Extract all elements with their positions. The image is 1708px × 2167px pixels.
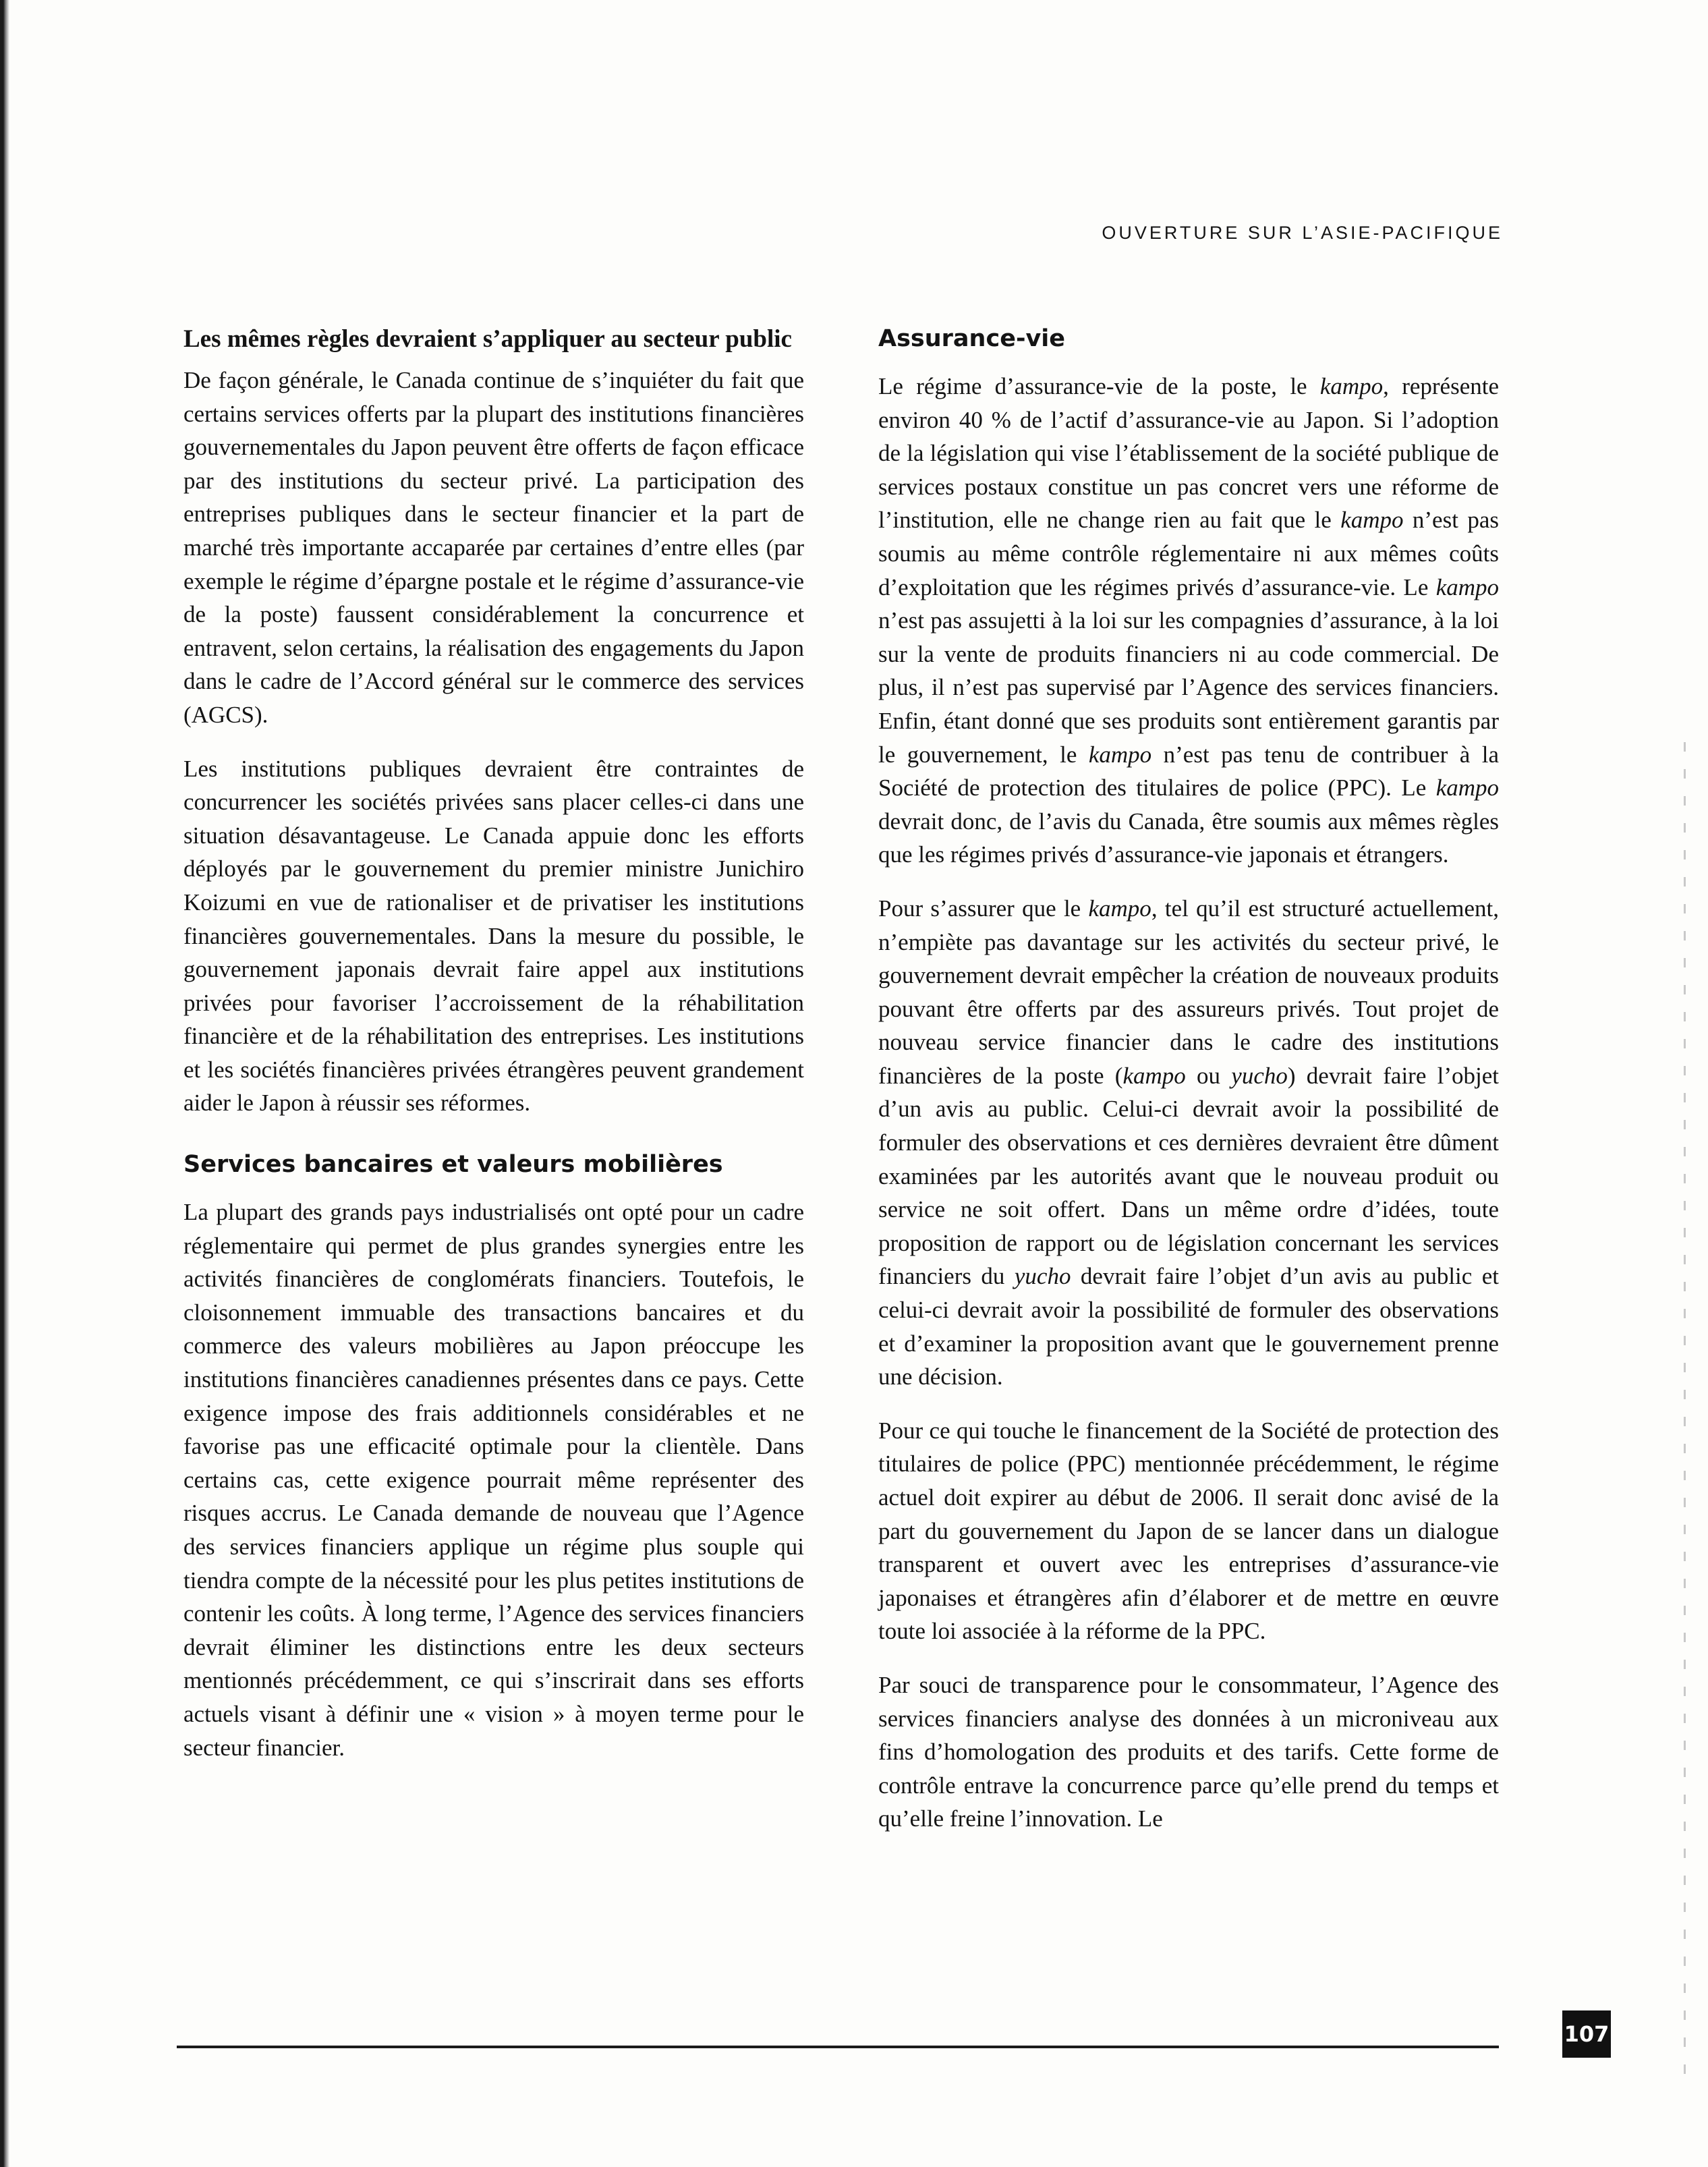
italic-term: yucho <box>1014 1263 1071 1290</box>
footer-rule <box>177 2046 1499 2048</box>
binding-edge <box>0 0 9 2167</box>
paragraph: La plupart des grands pays industrialisés ont opté pour un cadre réglementaire qui permet de plus grandes synergies entre les activités financières de conglomérats financiers. Toutefois, le cloisonnement immuable des transactions bancaires et du commerce des valeurs mobilières au Japon préoccupe les institutions financières canadiennes présentes dans ce pays. Cette exigence impose des frais additionnels considérables et ne favorise pas une efficacité optimale pour la clientèle. Dans certains cas, cette exigence pourrait même représenter des risques accrus. Le Canada demande de nouveau que l’Agence des services financiers applique un régime plus souple qui tiendra compte de la nécessité pour les plus petites institutions de contenir les coûts. À long terme, l’Agence des services financiers devrait éliminer les distinctions entre les deux secteurs mentionnés précédemment, ce qui s’inscrirait dans ses efforts actuels visant à définir une « vision » à moyen terme pour le secteur financier. <box>183 1199 804 1761</box>
italic-term: yucho <box>1231 1062 1288 1089</box>
paragraph: Pour ce qui touche le financement de la Société de protection des titulaires de police (PPC) mentionnée précédemment, le régime actuel doit expirer au début de 2006. Il serait donc avisé de la part du gouvernement du Japon de se lancer dans un dialogue transparent et ouvert avec les entreprises d’assurance-vie japonaises et étrangères afin d’élaborer et de mettre en œuvre toute loi associée à la réforme de la PPC. <box>878 1417 1499 1645</box>
page-edge-marks <box>1684 742 1686 2091</box>
paragraph: Pour s’assurer que le kampo, tel qu’il est structuré actuellement, n’empiète pas davantage sur les activités du secteur privé, le gouvernement devrait empêcher la création de nouveaux produits pouvant être offerts par des assureurs privés. Tout projet de nouveau service financier dans le cadre des institutions financières de la poste (kampo ou yucho) devrait faire l’objet d’un avis au public. Celui-ci devrait avoir la possibilité de formuler des observations et ces dernières devraient être dûment examinées par les autorités avant que le nouveau produit ou service ne soit offert. Dans un même ordre d’idées, toute proposition de rapport ou de législation concernant les services financiers du yucho devrait faire l’objet d’un avis au public et celui-ci devrait avoir la possibilité de formuler des observations et d’examiner la proposition avant que le gouvernement prenne une décision. <box>878 895 1500 1390</box>
section-heading-life-insurance: Assurance-vie <box>878 325 1066 352</box>
paragraph: Le régime d’assurance-vie de la poste, le kampo, représente environ 40 % de l’actif d’assurance-vie au Japon. Si l’adoption de la législation qui vise l’établissement de la société publique de services postaux constitue un pas concret vers une réforme de l’institution, elle ne change rien au fait que le kampo n’est pas soumis au même contrôle réglementaire ni aux mêmes coûts d’exploitation que les régimes privés d’assurance-vie. Le kampo n’est pas assujetti à la loi sur les compagnies d’assurance, à la loi sur la vente de produits financiers ni au code commercial. De plus, il n’est pas supervisé par l’Agence des services financiers. Enfin, étant donné que ses produits sont entièrement garantis par le gouvernement, le kampo n’est pas tenu de contribuer à la Société de protection des titulaires de police (PPC). Le kampo devrait donc, de l’avis du Canada, être soumis aux mêmes règles que les régimes privés d’assurance-vie japonais et étrangers. <box>878 373 1499 868</box>
paragraph: Les institutions publiques devraient être contraintes de concurrencer les sociétés privées sans placer celles-ci dans une situation désavantageuse. Le Canada appuie donc les efforts déployés par le gouvernement du premier ministre Junichiro Koizumi en vue de rationaliser et de privatiser les institutions financières gouvernementales. Dans la mesure du possible, le gouvernement japonais devrait faire appel aux institutions privées pour favoriser l’accroissement de la réhabilitation financière et de la réhabilitation des entreprises. Les institutions et les sociétés financières privées étrangères peuvent grandement aider le Japon à réussir ses réformes. <box>183 755 804 1117</box>
paragraph: Par souci de transparence pour le consommateur, l’Agence des services financiers analyse des données à un microniveau aux fins d’homologation des produits et des tarifs. Cette forme de contrôle entrave la concurrence parce qu’elle prend du temps et qu’elle freine l’innovation. Le <box>878 1671 1499 1832</box>
section-heading-public-sector: Les mêmes règles devraient s’appliquer au secteur public <box>183 325 792 353</box>
italic-term: kampo <box>1088 895 1151 922</box>
italic-term: kampo <box>1088 741 1152 768</box>
italic-term: kampo <box>1435 573 1499 600</box>
section-heading-banking: Services bancaires et valeurs mobilières <box>183 1151 723 1179</box>
italic-term: kampo <box>1340 507 1404 534</box>
paragraph: De façon générale, le Canada continue de s’inquiéter du fait que certains services offerts par la plupart des institutions financières gouvernementales du Japon peuvent être offerts de façon efficace par des institutions du secteur privé. La participation des entreprises publiques dans le secteur financier et la part de marché très importante accaparée par certaines d’entre elles (par exemple le régime d’épargne postale et le régime d’assurance-vie de la poste) faussent considérablement la concurrence et entravent, selon certains, la réalisation des engagements du Japon dans le cadre de l’Accord général sur le commerce des services (AGCS). <box>183 367 804 728</box>
page-number: 107 <box>1562 2010 1611 2058</box>
italic-term: kampo <box>1435 775 1499 801</box>
right-column <box>878 322 1499 1856</box>
left-column <box>183 322 804 1784</box>
italic-term: kampo <box>1319 373 1384 399</box>
italic-term: kampo <box>1122 1062 1186 1089</box>
running-header: OUVERTURE SUR L’ASIE-PACIFIQUE <box>1102 223 1503 243</box>
